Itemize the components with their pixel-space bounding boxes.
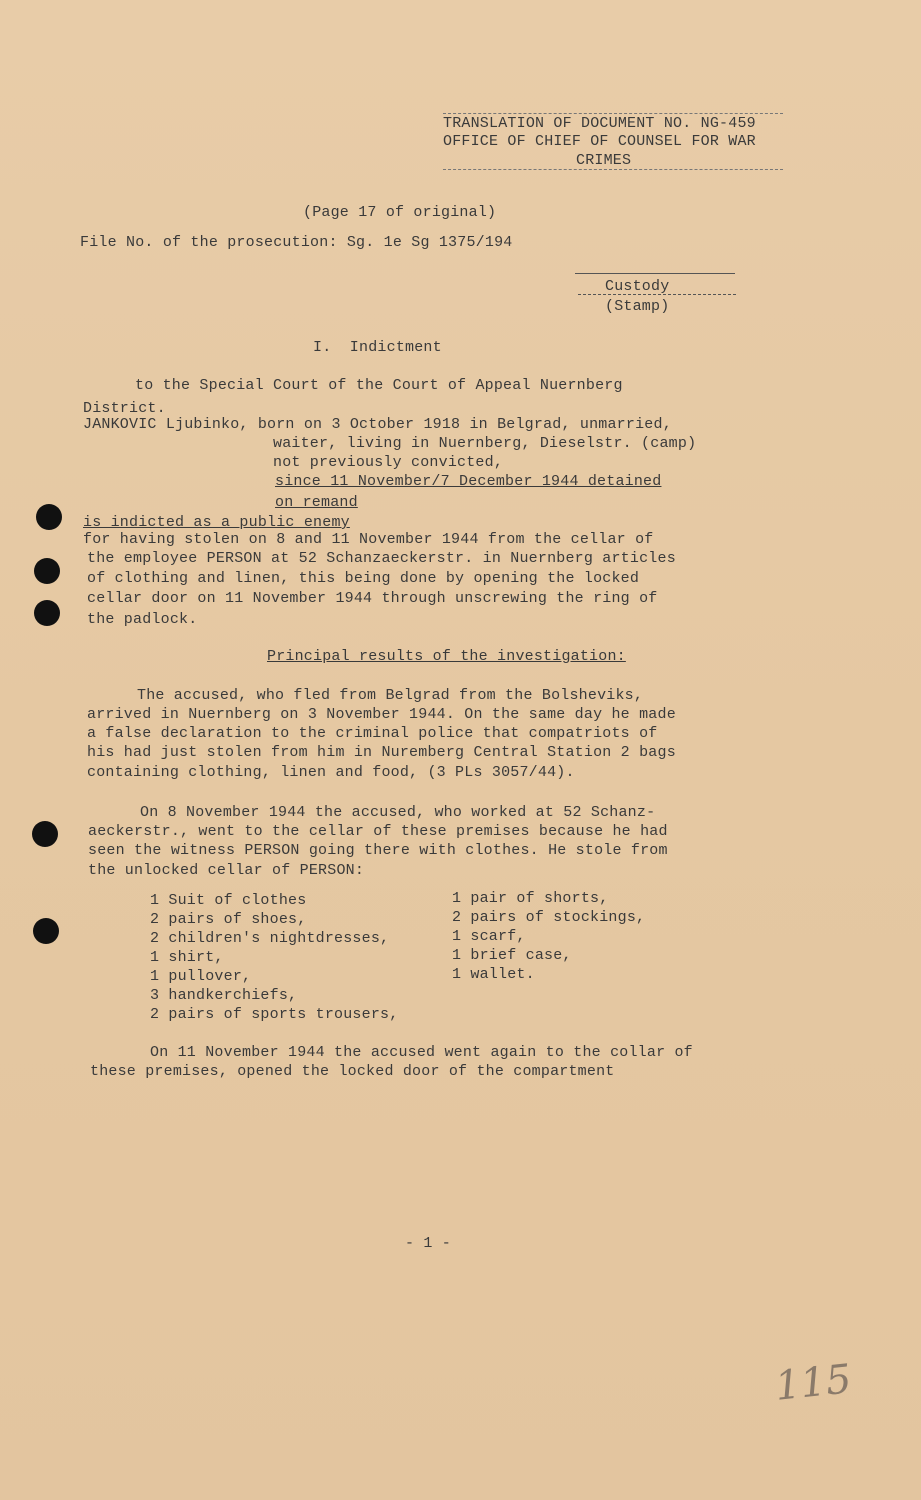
punch-hole-2 [34, 558, 60, 584]
para1-line-3: a false declaration to the criminal police that compatriots of [87, 725, 658, 742]
indictment-line-1: to the Special Court of the Court of Appeal Nuernberg [135, 377, 623, 394]
para1-line-1: The accused, who fled from Belgrad from the Bolsheviks, [137, 687, 644, 704]
list-item-left-4: 1 shirt, [150, 949, 224, 966]
list-item-right-3: 1 scarf, [452, 928, 526, 945]
indictment-line-3: JANKOVIC Ljubinko, born on 3 October 1918 in Belgrad, unmarried, [83, 416, 672, 433]
list-item-right-2: 2 pairs of stockings, [452, 909, 646, 926]
indictment-line-5: not previously convicted, [273, 454, 504, 471]
para1-line-2: arrived in Nuernberg on 3 November 1944. On the same day he made [87, 706, 676, 723]
list-item-right-5: 1 wallet. [452, 966, 535, 983]
page-reference: (Page 17 of original) [303, 204, 497, 221]
punch-hole-4 [32, 821, 58, 847]
indictment-line-10: the employee PERSON at 52 Schanzaeckerstr. in Nuernberg articles [87, 550, 676, 567]
list-item-right-4: 1 brief case, [452, 947, 572, 964]
punch-hole-1 [36, 504, 62, 530]
para3-line-2: these premises, opened the locked door of the compartment [90, 1063, 615, 1080]
indictment-line-13: the padlock. [87, 611, 198, 628]
para2-line-1: On 8 November 1944 the accused, who worked at 52 Schanz- [140, 804, 656, 821]
para1-line-4: his had just stolen from him in Nuremberg Central Station 2 bags [87, 744, 676, 761]
indictment-line-2: District. [83, 400, 166, 417]
header-line-3: CRIMES [576, 152, 632, 169]
stamp-custody: Custody [605, 278, 670, 295]
header-line-1: TRANSLATION OF DOCUMENT NO. NG-459 [443, 115, 756, 132]
list-item-left-1: 1 Suit of clothes [150, 892, 307, 909]
punch-hole-5 [33, 918, 59, 944]
stamp-rule-top [575, 273, 735, 274]
indictment-line-12: cellar door on 11 November 1944 through unscrewing the ring of [87, 590, 658, 607]
stamp-rule-mid [578, 294, 736, 295]
results-title: Principal results of the investigation: [267, 648, 626, 665]
header-line-2: OFFICE OF CHIEF OF COUNSEL FOR WAR [443, 133, 756, 150]
indictment-line-9: for having stolen on 8 and 11 November 1944 from the cellar of [83, 531, 654, 548]
header-rule-top [443, 113, 783, 114]
indictment-line-6: since 11 November/7 December 1944 detained [275, 473, 662, 490]
para2-line-4: the unlocked cellar of PERSON: [88, 862, 365, 879]
indictment-line-8: is indicted as a public enemy [83, 514, 350, 531]
page-number: - 1 - [405, 1235, 452, 1252]
list-item-left-3: 2 children's nightdresses, [150, 930, 390, 947]
para2-line-3: seen the witness PERSON going there with clothes. He stole from [88, 842, 668, 859]
header-rule-bottom [443, 169, 783, 170]
file-number: File No. of the prosecution: Sg. 1e Sg 1375/194 [80, 234, 513, 251]
list-item-left-7: 2 pairs of sports trousers, [150, 1006, 399, 1023]
section-title: I. Indictment [313, 339, 442, 356]
list-item-right-1: 1 pair of shorts, [452, 890, 609, 907]
list-item-left-5: 1 pullover, [150, 968, 252, 985]
para1-line-5: containing clothing, linen and food, (3 PLs 3057/44). [87, 764, 575, 781]
indictment-line-7: on remand [275, 494, 358, 511]
list-item-left-2: 2 pairs of shoes, [150, 911, 307, 928]
stamp-label: (Stamp) [605, 298, 670, 315]
para2-line-2: aeckerstr., went to the cellar of these premises because he had [88, 823, 668, 840]
handwritten-folio-number: 115 [772, 1356, 854, 1410]
list-item-left-6: 3 handkerchiefs, [150, 987, 298, 1004]
para3-line-1: On 11 November 1944 the accused went again to the collar of [150, 1044, 693, 1061]
indictment-line-11: of clothing and linen, this being done by opening the locked [87, 570, 640, 587]
punch-hole-3 [34, 600, 60, 626]
indictment-line-4: waiter, living in Nuernberg, Dieselstr. (camp) [273, 435, 697, 452]
